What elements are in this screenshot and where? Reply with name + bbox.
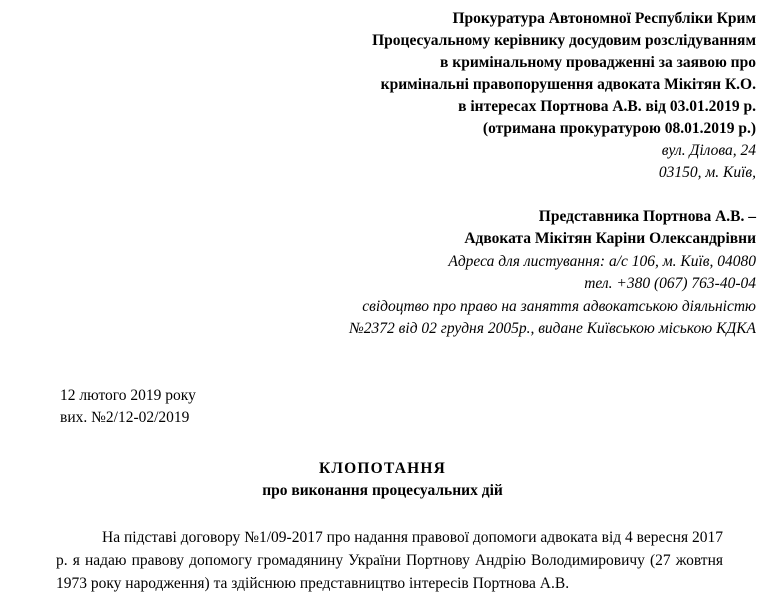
- representative-license-line-1: свідоцтво про право на заняття адвокатською діяльністю: [362, 297, 756, 315]
- addressee-line-4: кримінальні правопорушення адвоката Мікітян К.О.: [380, 76, 756, 93]
- date-block: [60, 385, 729, 430]
- representative-line-1: Представника Портнова А.В. –: [538, 208, 756, 225]
- representative-license-line-2: №2372 від 02 грудня 2005р., видане Київською міською КДКА: [349, 320, 756, 338]
- addressee-line-2: Процесуальному керівнику досудовим розслідуванням: [372, 32, 756, 49]
- outgoing-number: вих. №2/12-02/2019: [60, 409, 190, 427]
- document-date: 12 лютого 2019 року: [60, 386, 196, 404]
- addressee-line-5: в інтересах Портнова А.В. від 03.01.2019 р.: [458, 98, 756, 115]
- representative-mailing-address: Адреса для листування: а/с 106, м. Київ, 04080: [448, 252, 756, 270]
- addressee-line-6: (отримана прокуратурою 08.01.2019 р.): [482, 120, 756, 137]
- representative-phone: тел. +380 (067) 763-40-04: [584, 275, 756, 293]
- addressee-block: [256, 8, 756, 184]
- addressee-street: вул. Ділова, 24: [661, 142, 756, 159]
- representative-line-2: Адвоката Мікітян Каріни Олександрівни: [464, 230, 756, 248]
- addressee-city: 03150, м. Київ,: [658, 164, 756, 181]
- document-subtitle: про виконання процесуальних дій: [262, 481, 503, 499]
- body-paragraph: На підставі договору №1/09-2017 про надання правової допомоги адвоката від 4 вересня 2017 р. я надаю правову допомогу громадянину України Портнову Андрію Володимировичу (27 жовтня 1973 року народження) та здійснюю представництво інтересів Портнова А.В.: [56, 528, 723, 593]
- representative-block: [226, 206, 756, 341]
- title-block: [56, 460, 729, 500]
- addressee-line-3: в кримінальному провадженні за заявою про: [440, 54, 756, 71]
- addressee-line-1: Прокуратура Автономної Республіки Крим: [452, 10, 756, 27]
- document-title: КЛОПОТАННЯ: [318, 459, 447, 477]
